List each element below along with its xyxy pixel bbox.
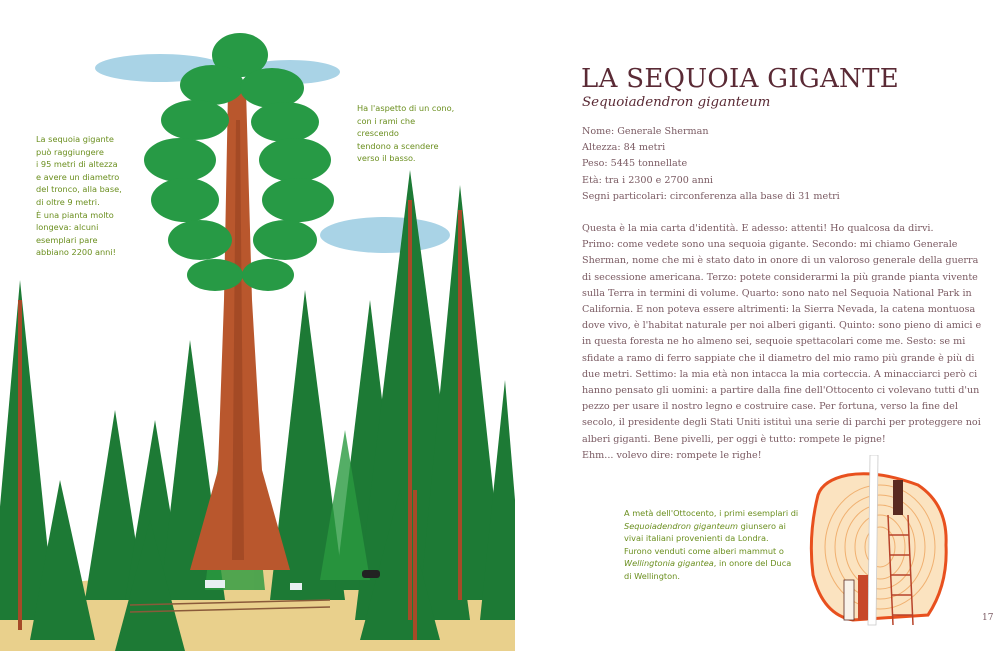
caption-line: del tronco, alla base,	[36, 184, 122, 195]
caption-line: verso il basso.	[357, 153, 416, 164]
caption-line: abbiano 2200 anni!	[36, 247, 116, 258]
scientific-name: Sequoiadendron giganteum	[582, 95, 771, 110]
caption-line: può raggiungere	[36, 146, 104, 157]
caption-line: longeva: alcuni	[36, 222, 99, 233]
page-number: 17	[982, 613, 994, 623]
id-weight: Peso: 5445 tonnellate	[582, 158, 688, 170]
id-name: Nome: Generale Sherman	[582, 126, 709, 137]
body-paragraph: Questa è la mia carta d'identità. E adesso: attenti! Ho qualcosa da dirvi.	[582, 223, 934, 234]
caption-line: con i rami che crescendo	[357, 115, 416, 139]
caption-line: È una pianta molto	[36, 209, 114, 220]
caption-shape	[357, 102, 457, 165]
tree-rings-illustration	[798, 455, 958, 635]
body-text	[582, 221, 982, 464]
page-title: LA SEQUOIA GIGANTE	[581, 64, 900, 94]
caption-height-facts	[36, 133, 128, 259]
caption-history	[624, 507, 799, 583]
caption-line: Ha l'aspetto di un cono,	[357, 103, 455, 113]
caption-line: i 95 metri di altezza	[36, 159, 118, 170]
caption-text: giunsero ai vivai italiani provenienti da Londra. Furono venduti come alberi mammut o	[624, 520, 786, 556]
caption-italic: Wellingtonia gigantea	[624, 558, 714, 569]
caption-italic: Sequoiadendron giganteum	[624, 520, 738, 531]
body-paragraph: Primo: come vedete sono una sequoia gigante. Secondo: mi chiamo Generale Sherman, nome che mi è stato dato in onore di un valoroso generale della guerra di secessione americana. Terzo: potete considerarmi la più grande pianta vivente sulla Terra in termini di volume. Quarto: sono nato nel Sequoia National Park in California. E non poteva essere altrimenti: la Sierra Nevada, la catena montuosa dove vivo, è l'habitat naturale per noi alberi giganti. Quinto: sono pieno di amici e in questa foresta ne ho almeno sei, sequoie spettacolari come me. Sesto: se mi sfidate a ramo di ferro sappiate che il diametro del mio ramo più grande è più di due metri. Settimo: la mia età non intacca la mia corteccia. A minacciarci però ci hanno pensato gli uomini: a partire dalla fine dell'Ottocento ci volevano tutti d'un pezzo per usare il nostro legno e costruire case. Per fortuna, verso la fine del secolo, il presidente degli Stati Uniti istituì una serie di parchi per proteggere noi alberi giganti. Bene pivelli, per oggi è tutto: rompete le pigne!	[582, 239, 982, 445]
caption-line: esemplari pare	[36, 234, 98, 245]
identity-card	[582, 124, 840, 205]
caption-line: tendono a scendere	[357, 140, 439, 151]
id-age: Età: tra i 2300 e 2700 anni	[582, 174, 713, 186]
caption-text: , in onore del Duca di Wellington.	[624, 558, 792, 581]
caption-line: La sequoia gigante	[36, 134, 114, 144]
body-paragraph: Ehm... volevo dire: rompete le righe!	[582, 449, 762, 461]
id-height: Altezza: 84 metri	[582, 142, 666, 154]
caption-text: A metà dell'Ottocento, i primi esemplari di	[624, 508, 799, 518]
caption-line: di oltre 9 metri.	[36, 196, 100, 207]
id-features: Segni particolari: circonferenza alla base di 31 metri	[582, 190, 840, 202]
caption-line: e avere un diametro	[36, 171, 120, 182]
right-page	[515, 0, 1000, 651]
